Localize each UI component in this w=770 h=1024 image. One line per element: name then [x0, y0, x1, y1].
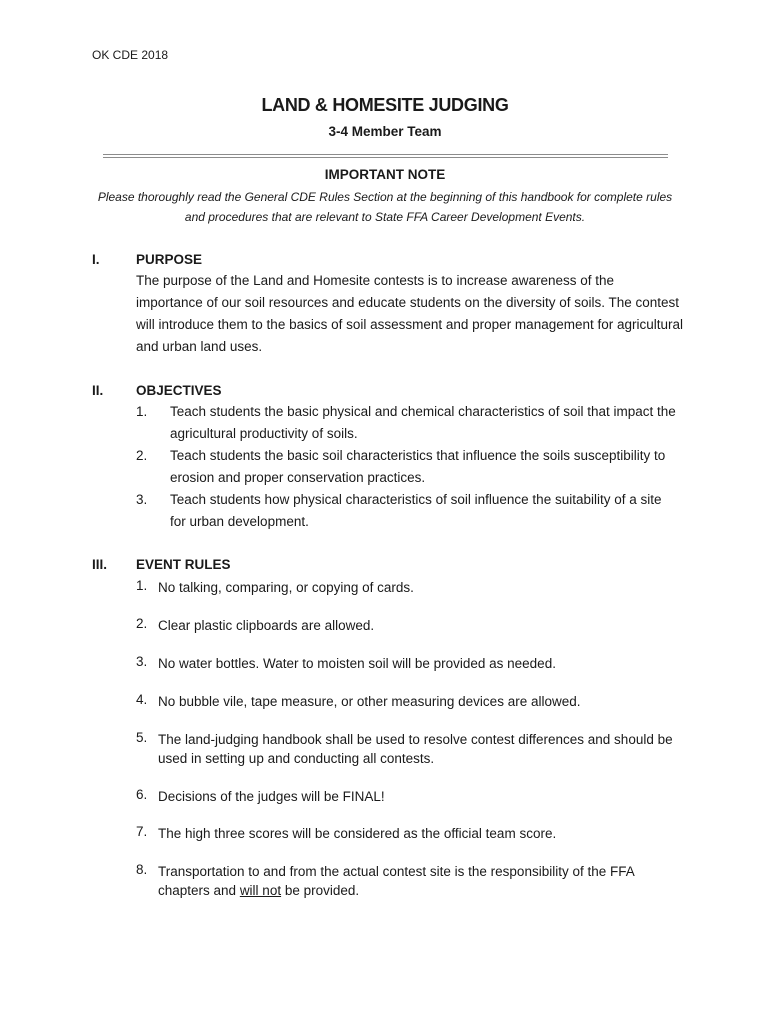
objective-text: Teach students the basic soil characteristics that influence the soils susceptibility to erosion and proper conservation practices. [170, 448, 666, 485]
rule-text: Decisions of the judges will be FINAL! [158, 789, 385, 804]
rules-heading: EVENT RULES [136, 557, 231, 572]
objective-number: 2. [136, 448, 148, 463]
objectives-heading: OBJECTIVES [136, 383, 222, 398]
header-tag: OK CDE 2018 [92, 48, 169, 62]
objective-number: 1. [136, 404, 148, 419]
rule-text: No water bottles. Water to moisten soil will be provided as needed. [158, 656, 556, 671]
rule-number: 2. [136, 616, 148, 631]
rule-text: No bubble vile, tape measure, or other measuring devices are allowed. [158, 694, 581, 709]
objectives-number: II. [92, 383, 104, 398]
rule-number: 7. [136, 824, 148, 839]
rule-number: 8. [136, 862, 148, 877]
rule-number: 4. [136, 692, 148, 707]
rule-text: The land-judging handbook shall be used to resolve contest differences and should be used in setting up and conducting all contests. [158, 732, 673, 766]
rule-text: No talking, comparing, or copying of cards. [158, 580, 414, 595]
rule-number: 1. [136, 578, 148, 593]
rules-number: III. [92, 557, 108, 572]
objective-text: Teach students the basic physical and chemical characteristics of soil that impact the agricultural productivity of soils. [170, 404, 676, 441]
important-note-heading: IMPORTANT NOTE [324, 167, 446, 182]
objective-number: 3. [136, 492, 148, 507]
rule-text: Clear plastic clipboards are allowed. [158, 618, 375, 633]
purpose-heading: PURPOSE [136, 252, 203, 267]
rule-text-after: be provided. [281, 883, 360, 898]
rule-text: The high three scores will be considered as the official team score. [158, 826, 557, 841]
page-title: LAND & HOMESITE JUDGING [261, 95, 509, 115]
rule-text-before: Transportation to and from the actual contest site is the responsibility of the FFA chapters and [158, 864, 634, 898]
rule-text [158, 862, 678, 900]
rule-number: 5. [136, 730, 148, 745]
rule-text-underlined: will not [239, 883, 282, 898]
objective-text: Teach students how physical characteristics of soil influence the suitability of a site for urban development. [170, 492, 662, 529]
rule-number: 6. [136, 787, 148, 802]
divider-top [103, 154, 668, 155]
page-subtitle: 3-4 Member Team [328, 124, 442, 139]
rule-number: 3. [136, 654, 148, 669]
important-note-body: Please thoroughly read the General CDE Rules Section at the beginning of this handbook for complete rules and procedures that are relevant to State FFA Career Development Events. [97, 190, 673, 224]
purpose-text: The purpose of the Land and Homesite contests is to increase awareness of the importance of our soil resources and educate students on the diversity of soils. The contest will introduce them to the basics of soil assessment and proper management for agricultural and urban land uses. [136, 273, 684, 354]
purpose-number: I. [92, 252, 100, 267]
divider-bottom [103, 157, 668, 158]
